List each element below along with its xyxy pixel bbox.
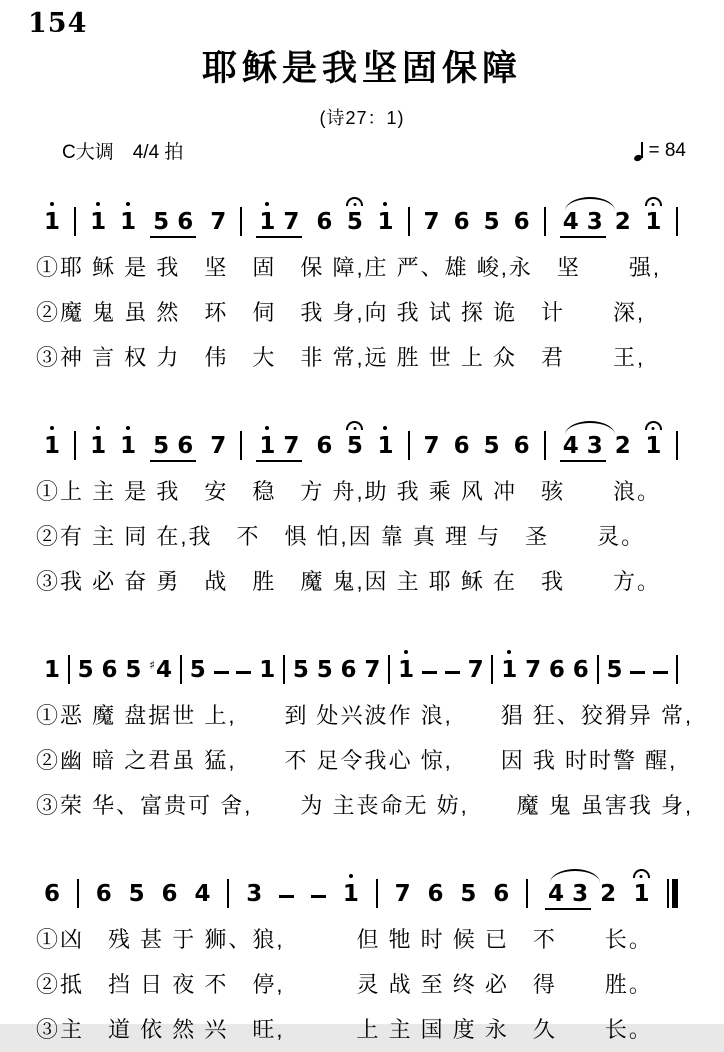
note: 6 — [572, 656, 589, 683]
note: 5 — [189, 656, 206, 683]
slur-group — [545, 868, 616, 910]
lyric-line: ①耶 稣 是 我 坚 固 保 障,庄 严、雄 峻,永 坚 强, — [36, 255, 662, 280]
note: 5 — [316, 656, 333, 683]
beam-group — [150, 196, 196, 238]
tempo-marking — [634, 140, 686, 162]
barline — [283, 655, 285, 684]
fermata-icon — [346, 421, 363, 430]
note: 3 — [572, 880, 589, 907]
note: 6 — [161, 880, 178, 907]
barline — [676, 655, 678, 684]
note: 5 — [460, 880, 477, 907]
barline — [676, 431, 678, 460]
lyric-line: ②有 主 同 在,我 不 惧 怕,因 靠 真 理 与 圣 灵。 — [36, 524, 646, 549]
note: 4 — [548, 880, 565, 907]
note: 5 — [346, 196, 363, 235]
page-number: 154 — [28, 8, 88, 39]
note: 6 — [44, 880, 61, 907]
barline — [240, 207, 242, 236]
barline — [408, 431, 410, 460]
barline — [408, 207, 410, 236]
note: 7 — [525, 656, 542, 683]
lyric-block-2 — [36, 469, 704, 604]
note: 6 — [316, 208, 333, 235]
barline — [676, 207, 678, 236]
octave-dot — [404, 650, 408, 654]
lyric-line: ②魔 鬼 虽 然 环 伺 我 身,向 我 试 探 诡 计 深, — [36, 300, 646, 325]
barline — [544, 431, 546, 460]
note: 2 — [600, 880, 617, 907]
barline — [68, 655, 70, 684]
note: 5 — [346, 420, 363, 459]
hymn-title: 耶稣是我坚固保障 — [201, 49, 522, 88]
duration-dash — [445, 671, 460, 674]
note: 3 — [586, 208, 603, 235]
octave-dot — [349, 874, 353, 878]
note: 7 — [394, 880, 411, 907]
note: 5 — [153, 208, 170, 235]
note: 7 — [423, 208, 440, 235]
note: 1 — [645, 420, 662, 459]
beam-group — [560, 196, 606, 238]
octave-dot — [96, 426, 100, 430]
duration-dash — [311, 895, 326, 898]
note: 5 — [606, 656, 623, 683]
note: 7 — [364, 656, 381, 683]
note: 7 — [423, 432, 440, 459]
note: 5 — [483, 432, 500, 459]
note: 7 — [283, 432, 300, 459]
barline — [597, 655, 599, 684]
barline — [491, 655, 493, 684]
octave-dot — [383, 426, 387, 430]
note: ♯4 — [149, 656, 173, 683]
note: 6 — [177, 432, 194, 459]
music-line-4 — [44, 864, 678, 910]
lyric-line: ①上 主 是 我 安 稳 方 舟,助 我 乘 风 冲 骇 浪。 — [36, 479, 662, 504]
scripture-reference: (诗27：1) — [319, 108, 405, 128]
barline — [240, 431, 242, 460]
music-line-3 — [44, 640, 678, 686]
note: 3 — [246, 880, 263, 907]
note: 6 — [453, 432, 470, 459]
note: 6 — [316, 432, 333, 459]
barline — [74, 431, 76, 460]
key-row — [62, 137, 686, 164]
quarter-note-icon — [634, 141, 645, 161]
note: 7 — [210, 208, 227, 235]
note: 7 — [210, 432, 227, 459]
duration-dash — [653, 671, 668, 674]
octave-dot — [50, 426, 54, 430]
note: 1 — [259, 196, 275, 235]
note: 1 — [398, 644, 414, 683]
note: 1 — [259, 656, 276, 683]
note: 6 — [340, 656, 357, 683]
octave-dot — [265, 202, 269, 206]
barline — [526, 879, 528, 908]
note: 6 — [427, 880, 444, 907]
note: 4 — [194, 880, 211, 907]
barline — [388, 655, 390, 684]
note: 1 — [377, 196, 393, 235]
music-line-1 — [44, 192, 678, 238]
note: 3 — [586, 432, 603, 459]
octave-dot — [507, 650, 511, 654]
lyric-line: ②抵 挡 日 夜 不 停, 灵 战 至 终 必 得 胜。 — [36, 972, 653, 997]
barline — [74, 207, 76, 236]
note: 6 — [513, 208, 530, 235]
fermata-icon — [346, 197, 363, 206]
note: 5 — [483, 208, 500, 235]
note: 5 — [128, 880, 145, 907]
note: 1 — [501, 644, 517, 683]
note: 1 — [259, 420, 275, 459]
duration-dash — [279, 895, 294, 898]
barline — [544, 207, 546, 236]
barline — [180, 655, 182, 684]
octave-dot — [383, 202, 387, 206]
fermata-icon — [645, 197, 662, 206]
note: 6 — [548, 656, 565, 683]
note: 6 — [513, 432, 530, 459]
note: 1 — [633, 868, 650, 907]
lyric-line: ③神 言 权 力 伟 大 非 常,远 胜 世 上 众 君 王, — [36, 345, 646, 370]
lyric-line: ③我 必 奋 勇 战 胜 魔 鬼,因 主 耶 稣 在 我 方。 — [36, 569, 662, 594]
key-signature: C大调 4/4 拍 — [62, 142, 184, 163]
lyric-block-1 — [36, 245, 704, 380]
note: 2 — [614, 432, 631, 459]
slur-group — [560, 420, 631, 462]
octave-dot — [50, 202, 54, 206]
duration-dash — [236, 671, 251, 674]
barline — [77, 879, 79, 908]
fermata-icon — [645, 421, 662, 430]
note: 5 — [125, 656, 142, 683]
lyric-line: ③荣 华、富贵可 舍, 为 主丧命无 妨, 魔 鬼 虽害我 身, — [36, 793, 694, 818]
note: 2 — [614, 208, 631, 235]
note: 6 — [95, 880, 112, 907]
octave-dot — [126, 426, 130, 430]
beam-group — [256, 420, 302, 462]
note: 5 — [292, 656, 309, 683]
duration-dash — [422, 671, 437, 674]
octave-dot — [96, 202, 100, 206]
note: 1 — [120, 420, 136, 459]
lyric-block-4 — [36, 917, 704, 1052]
beam-group — [150, 420, 196, 462]
duration-dash — [214, 671, 229, 674]
note: 4 — [562, 432, 579, 459]
note: 1 — [90, 196, 106, 235]
beam-group — [256, 196, 302, 238]
octave-dot — [265, 426, 269, 430]
lyric-line: ②幽 暗 之君虽 猛, 不 足令我心 惊, 因 我 时时警 醒, — [36, 748, 678, 773]
note: 6 — [493, 880, 510, 907]
note: 5 — [77, 656, 94, 683]
barline — [376, 879, 378, 908]
note: 1 — [343, 868, 359, 907]
lyric-line: ①恶 魔 盘据世 上, 到 处兴波作 浪, 猖 狂、狡猾异 常, — [36, 703, 694, 728]
barline — [227, 879, 229, 908]
beam-group — [545, 868, 591, 910]
note: 1 — [120, 196, 136, 235]
fermata-icon — [633, 869, 650, 878]
note: 1 — [44, 656, 61, 683]
note: 1 — [44, 196, 60, 235]
note: 6 — [177, 208, 194, 235]
note: 1 — [90, 420, 106, 459]
note: 6 — [453, 208, 470, 235]
beam-group — [560, 420, 606, 462]
tempo-value: = 84 — [648, 139, 686, 161]
note: 1 — [645, 196, 662, 235]
music-line-2 — [44, 416, 678, 462]
note: 1 — [44, 420, 60, 459]
note: 5 — [153, 432, 170, 459]
octave-dot — [126, 202, 130, 206]
lyric-block-3 — [36, 693, 704, 828]
note: 7 — [467, 656, 484, 683]
lyric-line: ③主 道 依 然 兴 旺, 上 主 国 度 永 久 长。 — [36, 1017, 653, 1042]
note: 6 — [101, 656, 118, 683]
note: 4 — [562, 208, 579, 235]
sharp-sign: ♯ — [149, 657, 156, 672]
slur-group — [560, 196, 631, 238]
final-barline — [667, 879, 678, 908]
note: 1 — [377, 420, 393, 459]
duration-dash — [630, 671, 645, 674]
note: 7 — [283, 208, 300, 235]
lyric-line: ①凶 残 甚 于 狮、狼, 但 牠 时 候 已 不 长。 — [36, 927, 653, 952]
